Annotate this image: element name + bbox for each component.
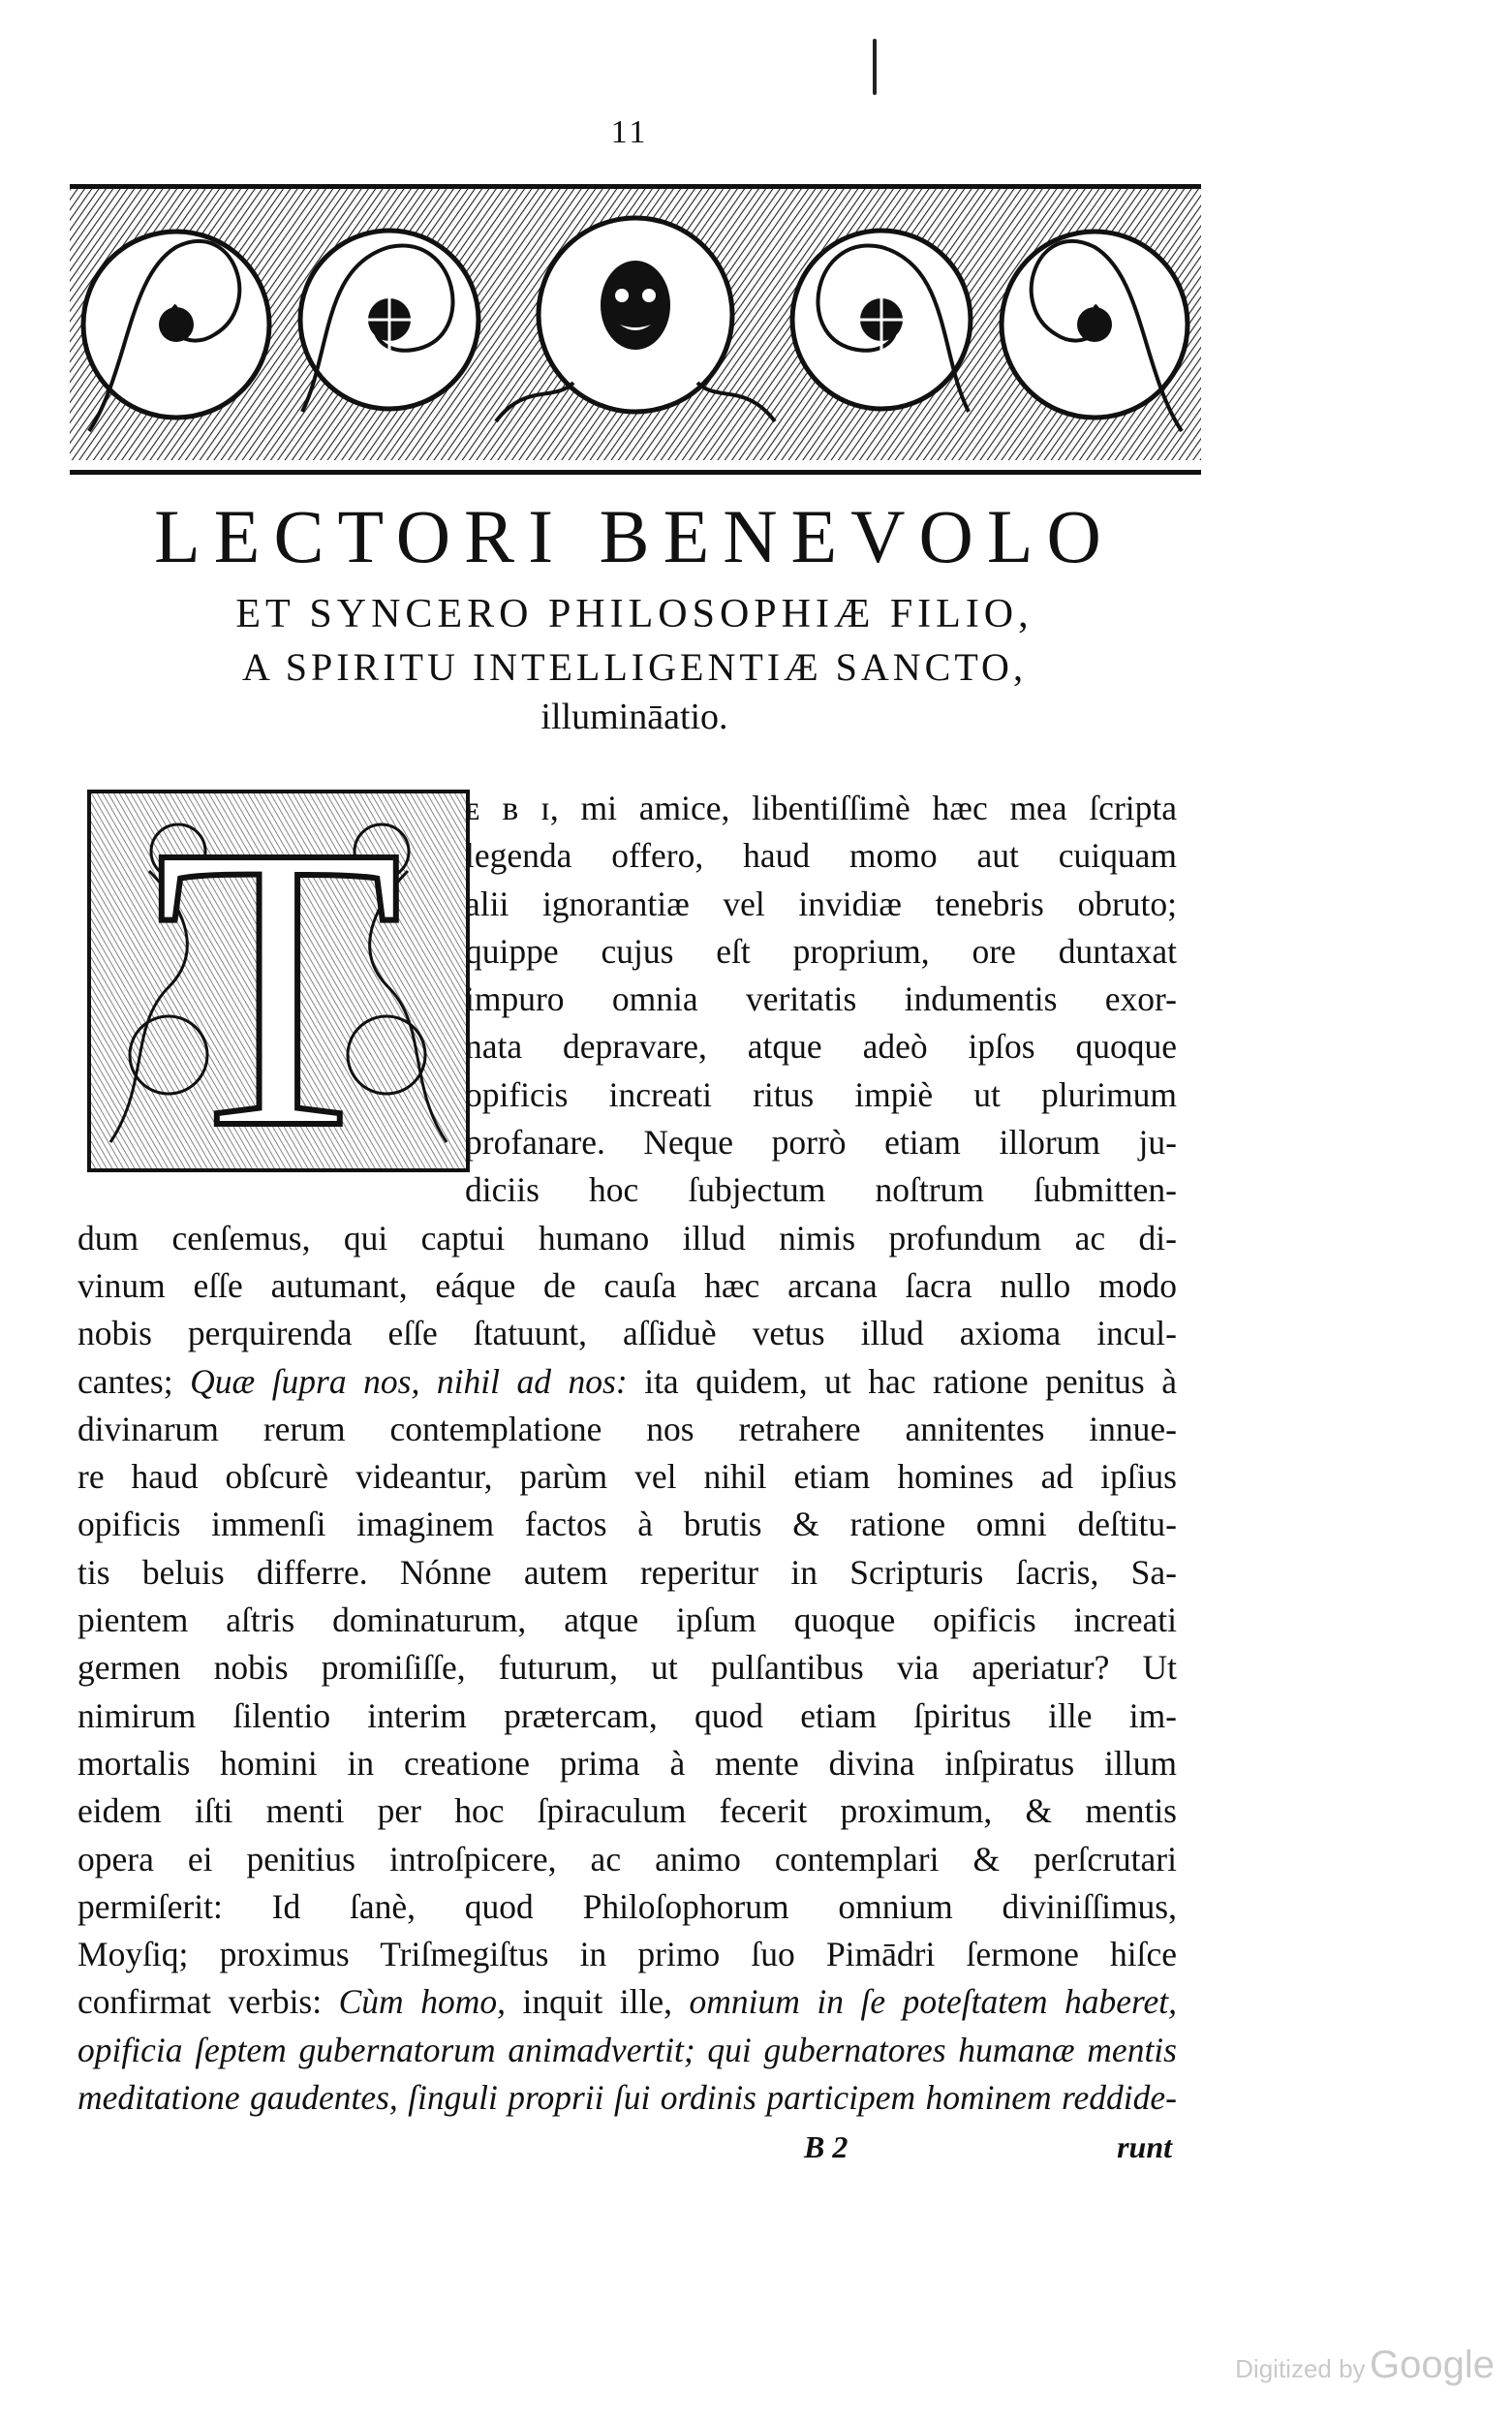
text-line: re haud obſcurè videantur, parùm vel nihil etiam homines ad ipſius	[77, 1457, 1177, 1497]
text-line: nata depravare, atque adeò ipſos quoque	[465, 1027, 1177, 1067]
text-line	[77, 1978, 1177, 2026]
text-segment: cantes;	[77, 1361, 191, 1401]
text-line: opificis increati ritus impiè ut plurimum	[465, 1074, 1177, 1114]
initial-letter: T	[154, 790, 403, 1172]
text-line: nimirum ſilentio interim prætercam, quod etiam ſpiritus ille im-	[77, 1695, 1177, 1735]
text-line: dum cenſemus, qui captui humano illud nimis profundum ac di-	[77, 1218, 1177, 1258]
text-segment: ita quidem, ut hac ratione penitus à	[627, 1361, 1177, 1401]
text-line: meditatione gaudentes, ſinguli proprii ſui ordinis participem hominem reddide-	[77, 2078, 1177, 2118]
text-line: alii ignorantiæ vel invidiæ tenebris obruto;	[465, 884, 1177, 923]
binding-mark	[873, 39, 877, 95]
text-line: mortalis homini in creatione prima à mente divina inſpiratus illum	[77, 1743, 1177, 1783]
text-line: divinarum rerum contemplatione nos retrahere annitentes innue-	[77, 1409, 1177, 1448]
italic-quote: omnium in ſe poteſtatem haberet,	[689, 1982, 1177, 2022]
italic-quote: Cùm homo,	[338, 1982, 506, 2022]
text-line: Moyſiq; proximus Triſmegiſtus in primo ſuo Pimādri ſermone hiſce	[77, 1935, 1177, 1974]
google-logo: Google	[1370, 2344, 1495, 2386]
text-line: vinum eſſe autumant, eáque de cauſa hæc arcana ſacra nullo modo	[77, 1265, 1177, 1305]
title-line-2: ET SYNCERO PHILOSOPHIÆ FILIO,	[235, 592, 1034, 637]
text-line: opificia ſeptem gubernatorum animadvertit; qui gubernatores humanæ mentis	[77, 2030, 1177, 2069]
text-line: opificis immenſi imaginem factos à brutis & ratione omni deſtitu-	[77, 1505, 1177, 1544]
digitized-watermark	[1235, 2344, 1495, 2387]
catchword: runt	[1117, 2129, 1172, 2164]
title-line-3: A SPIRITU INTELLIGENTIÆ SANCTO,	[242, 645, 1027, 689]
text-segment: confirmat verbis:	[77, 1982, 339, 2022]
text-line: profanare. Neque porrò etiam illorum ju-	[465, 1123, 1177, 1163]
text-line: pientem aſtris dominaturum, atque ipſum quoque opificis increati	[77, 1600, 1177, 1640]
text-line: opera ei penitius introſpicere, ac animo contemplari & perſcrutari	[77, 1839, 1177, 1879]
italic-quote: Quæ ſupra nos, nihil ad nos:	[190, 1361, 628, 1401]
text-line: germen nobis promiſiſſe, futurum, ut pulſantibus via aperiatur? Ut	[77, 1648, 1177, 1688]
text-line: ᴇ ʙ ɪ, mi amice, libentiſſimè hæc mea ſcripta	[465, 789, 1177, 827]
title-main: LECTORI BENEVOLO	[154, 494, 1115, 578]
headpiece-ornament	[70, 189, 1201, 460]
body-text	[77, 785, 1177, 2122]
catchwords	[804, 2129, 1172, 2178]
text-line: diciis hoc ſubjectum noſtrum ſubmitten-	[465, 1170, 1177, 1210]
ornamental-headpiece	[70, 184, 1201, 475]
text-segment: inquit ille,	[505, 1982, 690, 2022]
text-line: permiſerit: Id ſanè, quod Philoſophorum omnium diviniſſimus,	[77, 1886, 1177, 1926]
text-line: legenda offero, haud momo aut cuiquam	[465, 836, 1177, 876]
text-line: eidem iſti menti per hoc ſpiraculum fecerit proximum, & mentis	[77, 1791, 1177, 1831]
text-line: nobis perquirenda eſſe ſtatuunt, aſſiduè vetus illud axioma incul-	[77, 1314, 1177, 1353]
page-number: 11	[610, 114, 649, 150]
text-line: impuro omnia veritatis indumentis exor-	[465, 979, 1177, 1019]
title-line-4: illumināatio.	[540, 697, 728, 737]
text-line	[77, 1358, 1177, 1406]
watermark-prefix: Digitized by	[1235, 2354, 1366, 2383]
text-line: quippe cujus eſt proprium, ore duntaxat	[465, 931, 1177, 971]
text-line: tis beluis differre. Nónne autem reperitur in Scripturis ſacris, Sa-	[77, 1552, 1177, 1592]
signature-mark: B 2	[804, 2129, 849, 2164]
